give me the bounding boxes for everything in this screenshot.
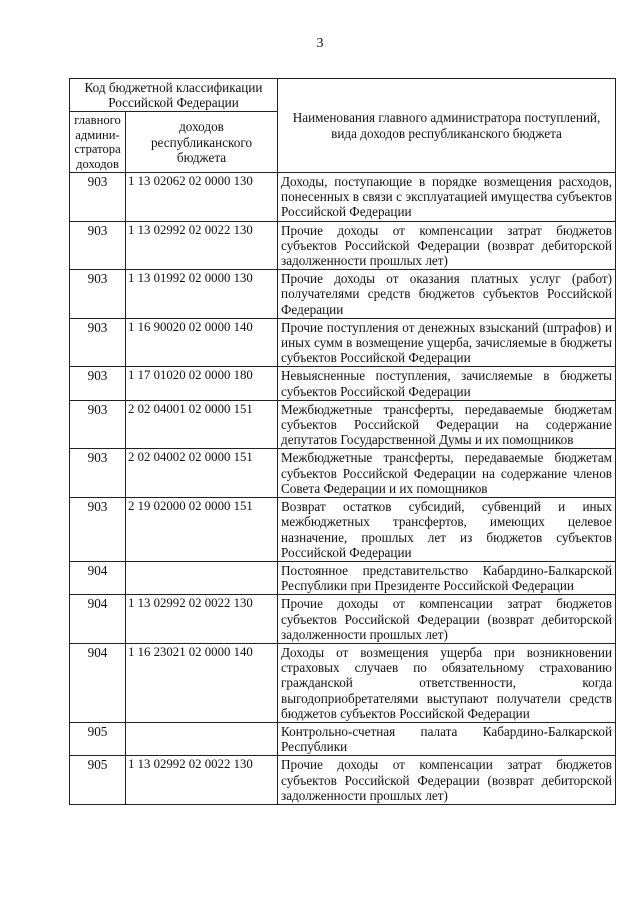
revenue-code-cell: 1 13 02062 02 0000 130 <box>126 173 278 222</box>
administrator-code-cell: 904 <box>70 595 126 644</box>
revenue-name-cell: Межбюджетные трансферты, передаваемые бюджетам субъектов Российской Федерации на содержание депутатов Государственной Думы и их помощников <box>278 400 616 449</box>
table-row <box>70 270 616 319</box>
table-row <box>70 318 616 367</box>
table-row <box>70 756 616 805</box>
administrator-code-cell: 903 <box>70 498 126 562</box>
revenue-code-cell: 1 13 02992 02 0022 130 <box>126 221 278 270</box>
administrator-code-cell: 904 <box>70 643 126 722</box>
revenue-name-cell: Постоянное представительство Кабардино-Балкарской Республики при Президенте Российской Федерации <box>278 561 616 594</box>
table-row <box>70 449 616 498</box>
revenue-code-cell: 2 19 02000 02 0000 151 <box>126 498 278 562</box>
administrator-code-cell: 903 <box>70 221 126 270</box>
revenue-code-cell: 1 13 02992 02 0022 130 <box>126 756 278 805</box>
revenue-code-cell <box>126 561 278 594</box>
table-row <box>70 498 616 562</box>
administrator-code-cell: 903 <box>70 449 126 498</box>
table-row <box>70 173 616 222</box>
administrator-code-cell: 905 <box>70 756 126 805</box>
page-number: 3 <box>316 36 324 51</box>
header-administrator-name: Наименования главного администратора поступлений, вида доходов республиканского бюджета <box>278 79 616 173</box>
revenue-code-cell: 1 13 01992 02 0000 130 <box>126 270 278 319</box>
revenue-name-cell: Прочие доходы от компенсации затрат бюджетов субъектов Российской Федерации (возврат дебиторской задолженности прошлых лет) <box>278 221 616 270</box>
header-republican-budget-revenue: доходов республиканского бюджета <box>126 112 278 173</box>
table-row <box>70 400 616 449</box>
revenue-name-cell: Невыясненные поступления, зачисляемые в бюджеты субъектов Российской Федерации <box>278 367 616 400</box>
revenue-code-cell: 2 02 04002 02 0000 151 <box>126 449 278 498</box>
revenue-name-cell: Доходы, поступающие в порядке возмещения расходов, понесенных в связи с эксплуатацией имущества субъектов Российской Федерации <box>278 173 616 222</box>
revenue-name-cell: Возврат остатков субсидий, субвенций и иных межбюджетных трансфертов, имеющих целевое назначение, прошлых лет из бюджетов субъектов Российской Федерации <box>278 498 616 562</box>
administrator-code-cell: 903 <box>70 173 126 222</box>
administrator-code-cell: 903 <box>70 367 126 400</box>
revenue-name-cell: Прочие доходы от оказания платных услуг (работ) получателями средств бюджетов субъектов Российской Федерации <box>278 270 616 319</box>
revenue-name-cell: Прочие поступления от денежных взысканий (штрафов) и иных сумм в возмещение ущерба, зачисляемые в бюджеты субъектов Российской Федерации <box>278 318 616 367</box>
table-row <box>70 367 616 400</box>
administrator-code-cell: 903 <box>70 318 126 367</box>
administrator-code-cell: 904 <box>70 561 126 594</box>
revenue-code-cell: 1 13 02992 02 0022 130 <box>126 595 278 644</box>
revenue-name-cell: Доходы от возмещения ущерба при возникновении страховых случаев по обязательному страхованию гражданской ответственности, когда выгодоприобретателями выступают получатели средств бюджетов субъектов Российской Федерации <box>278 643 616 722</box>
header-budget-classification-code: Код бюджетной классификации Российской Федерации <box>70 79 278 112</box>
table-row <box>70 561 616 594</box>
table-body <box>70 173 616 805</box>
revenue-name-cell: Межбюджетные трансферты, передаваемые бюджетам субъектов Российской Федерации на содержание членов Совета Федерации и их помощников <box>278 449 616 498</box>
revenue-code-cell: 1 16 23021 02 0000 140 <box>126 643 278 722</box>
revenue-code-cell: 1 16 90020 02 0000 140 <box>126 318 278 367</box>
revenue-code-cell: 2 02 04001 02 0000 151 <box>126 400 278 449</box>
revenue-name-cell: Прочие доходы от компенсации затрат бюджетов субъектов Российской Федерации (возврат дебиторской задолженности прошлых лет) <box>278 595 616 644</box>
revenue-name-cell: Прочие доходы от компенсации затрат бюджетов субъектов Российской Федерации (возврат дебиторской задолженности прошлых лет) <box>278 756 616 805</box>
administrator-code-cell: 903 <box>70 270 126 319</box>
administrator-code-cell: 905 <box>70 722 126 755</box>
header-main-administrator: главного админи-стратора доходов <box>70 112 126 173</box>
revenue-code-cell: 1 17 01020 02 0000 180 <box>126 367 278 400</box>
table-row <box>70 643 616 722</box>
revenue-code-cell <box>126 722 278 755</box>
table-row <box>70 722 616 755</box>
revenue-name-cell: Контрольно-счетная палата Кабардино-Балкарской Республики <box>278 722 616 755</box>
administrator-code-cell: 903 <box>70 400 126 449</box>
table-row <box>70 595 616 644</box>
table-header <box>70 79 616 173</box>
table-row <box>70 221 616 270</box>
budget-classification-table <box>69 78 616 805</box>
